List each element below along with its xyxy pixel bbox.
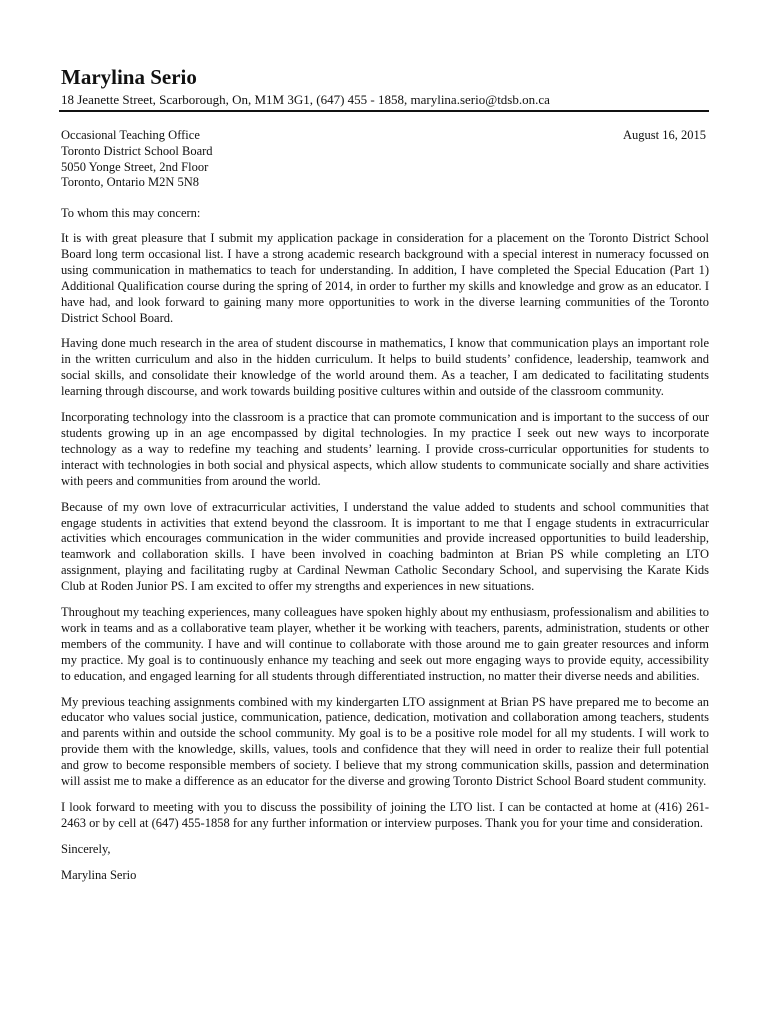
body-paragraph: It is with great pleasure that I submit my application package in consideration for a placement on the Toronto District School Board long term occasional list. I have a strong academic research background with a special interest in numeracy focussed on using communication in mathematics to teach for understanding. In addition, I have completed the Special Education (Part 1) Additional Qualification course during the spring of 2014, in order to further my skills and knowledge and grow as an educator. I have had, and look forward to gaining many more opportunities to work in the diverse learning communities of the Toronto District School Board. [61,231,709,325]
letter-closing [61,842,709,884]
signature-name: Marylina Serio [61,867,137,882]
recipient-line: Toronto, Ontario M2N 5N8 [61,175,200,190]
recipient-line: Toronto District School Board [61,143,213,158]
body-paragraph: Incorporating technology into the classroom is a practice that can promote communication and is important to the success of our students growing up in an age encompassed by digital technologies. In my practice I seek out new ways to incorporate technology as a way to redefine my teaching and students’ learning. I provide cross-curricular opportunities for students to interact with technologies in both social and physical aspects, which allow students to communicate socially and share activities with peers and communities from around the world. [61,410,709,488]
letter-body [61,231,709,883]
body-paragraph: Having done much research in the area of student discourse in mathematics, I know that communication plays an important role in the written curriculum and also in the hidden curriculum. It helps to build students’ confidence, leadership, teamwork and social skills, and consolidate their knowledge of the world around them. As a teacher, I am dedicated to facilitating students learning through discourse, and work towards building positive cultures within and outside of the classroom community. [61,336,709,399]
body-paragraph: Throughout my teaching experiences, many colleagues have spoken highly about my enthusiasm, professionalism and abilities to work in teams and as a collaborative team player, whether it be working with teachers, parents, administration, students or other members of the community. I have and will continue to collaborate with those around me to gain greater resources and inform my practice. My goal is to continuously enhance my teaching and seek out more engaging ways to provide equity, accessibility to education, and engaged learning for all students through differentiated instruction, no matter their diverse needs and abilities. [61,605,709,683]
recipient-line: Occasional Teaching Office [61,128,200,142]
valediction: Sincerely, [61,841,111,856]
sender-name: Marylina Serio [61,65,197,89]
body-paragraph: My previous teaching assignments combined with my kindergarten LTO assignment at Brian PS have prepared me to become an educator who values social justice, communication, patience, dedication, motivation and collaboration among teachers, students and parents within and outside the school community. My goal is to be a positive role model for all my students. I will work to provide them with the knowledge, skills, values, tools and confidence that they will need in order to realize their full potential and grow to become responsible members of society. I believe that my strong communication skills, passion and determination will assist me to make a difference as an educator for the diverse and growing Toronto District School Board student community. [61,694,709,789]
salutation: To whom this may concern: [61,206,201,220]
body-paragraph: Because of my own love of extracurricular activities, I understand the value added to students and school communities that engage students in activities that extend beyond the classroom. It is important to me that I engage students in extracurricular activities which encourages communication in the wider communities and provide increased opportunities to build leadership, teamwork and collaboration skills. I have been involved in coaching badminton at Brian PS while completing an LTO assignment, playing and facilitating rugby at Cardinal Newman Catholic Secondary School, and supervising the Karate Kids Club at Roden Junior PS. I am excited to offer my strengths and experiences in new situations. [61,499,709,594]
header-divider [59,110,709,112]
letter-date: August 16, 2015 [623,128,706,142]
sender-contact-line: 18 Jeanette Street, Scarborough, On, M1M 3G1, (647) 455 - 1858, marylina.serio@tdsb.on.ca [61,92,550,107]
recipient-line: 5050 Yonge Street, 2nd Floor [61,159,209,174]
recipient-address [61,128,213,191]
body-paragraph: I look forward to meeting with you to discuss the possibility of joining the LTO list. I can be contacted at home at (416) 261-2463 or by cell at (647) 455-1858 for any further information or interview purposes. Thank you for your time and consideration. [61,800,709,830]
